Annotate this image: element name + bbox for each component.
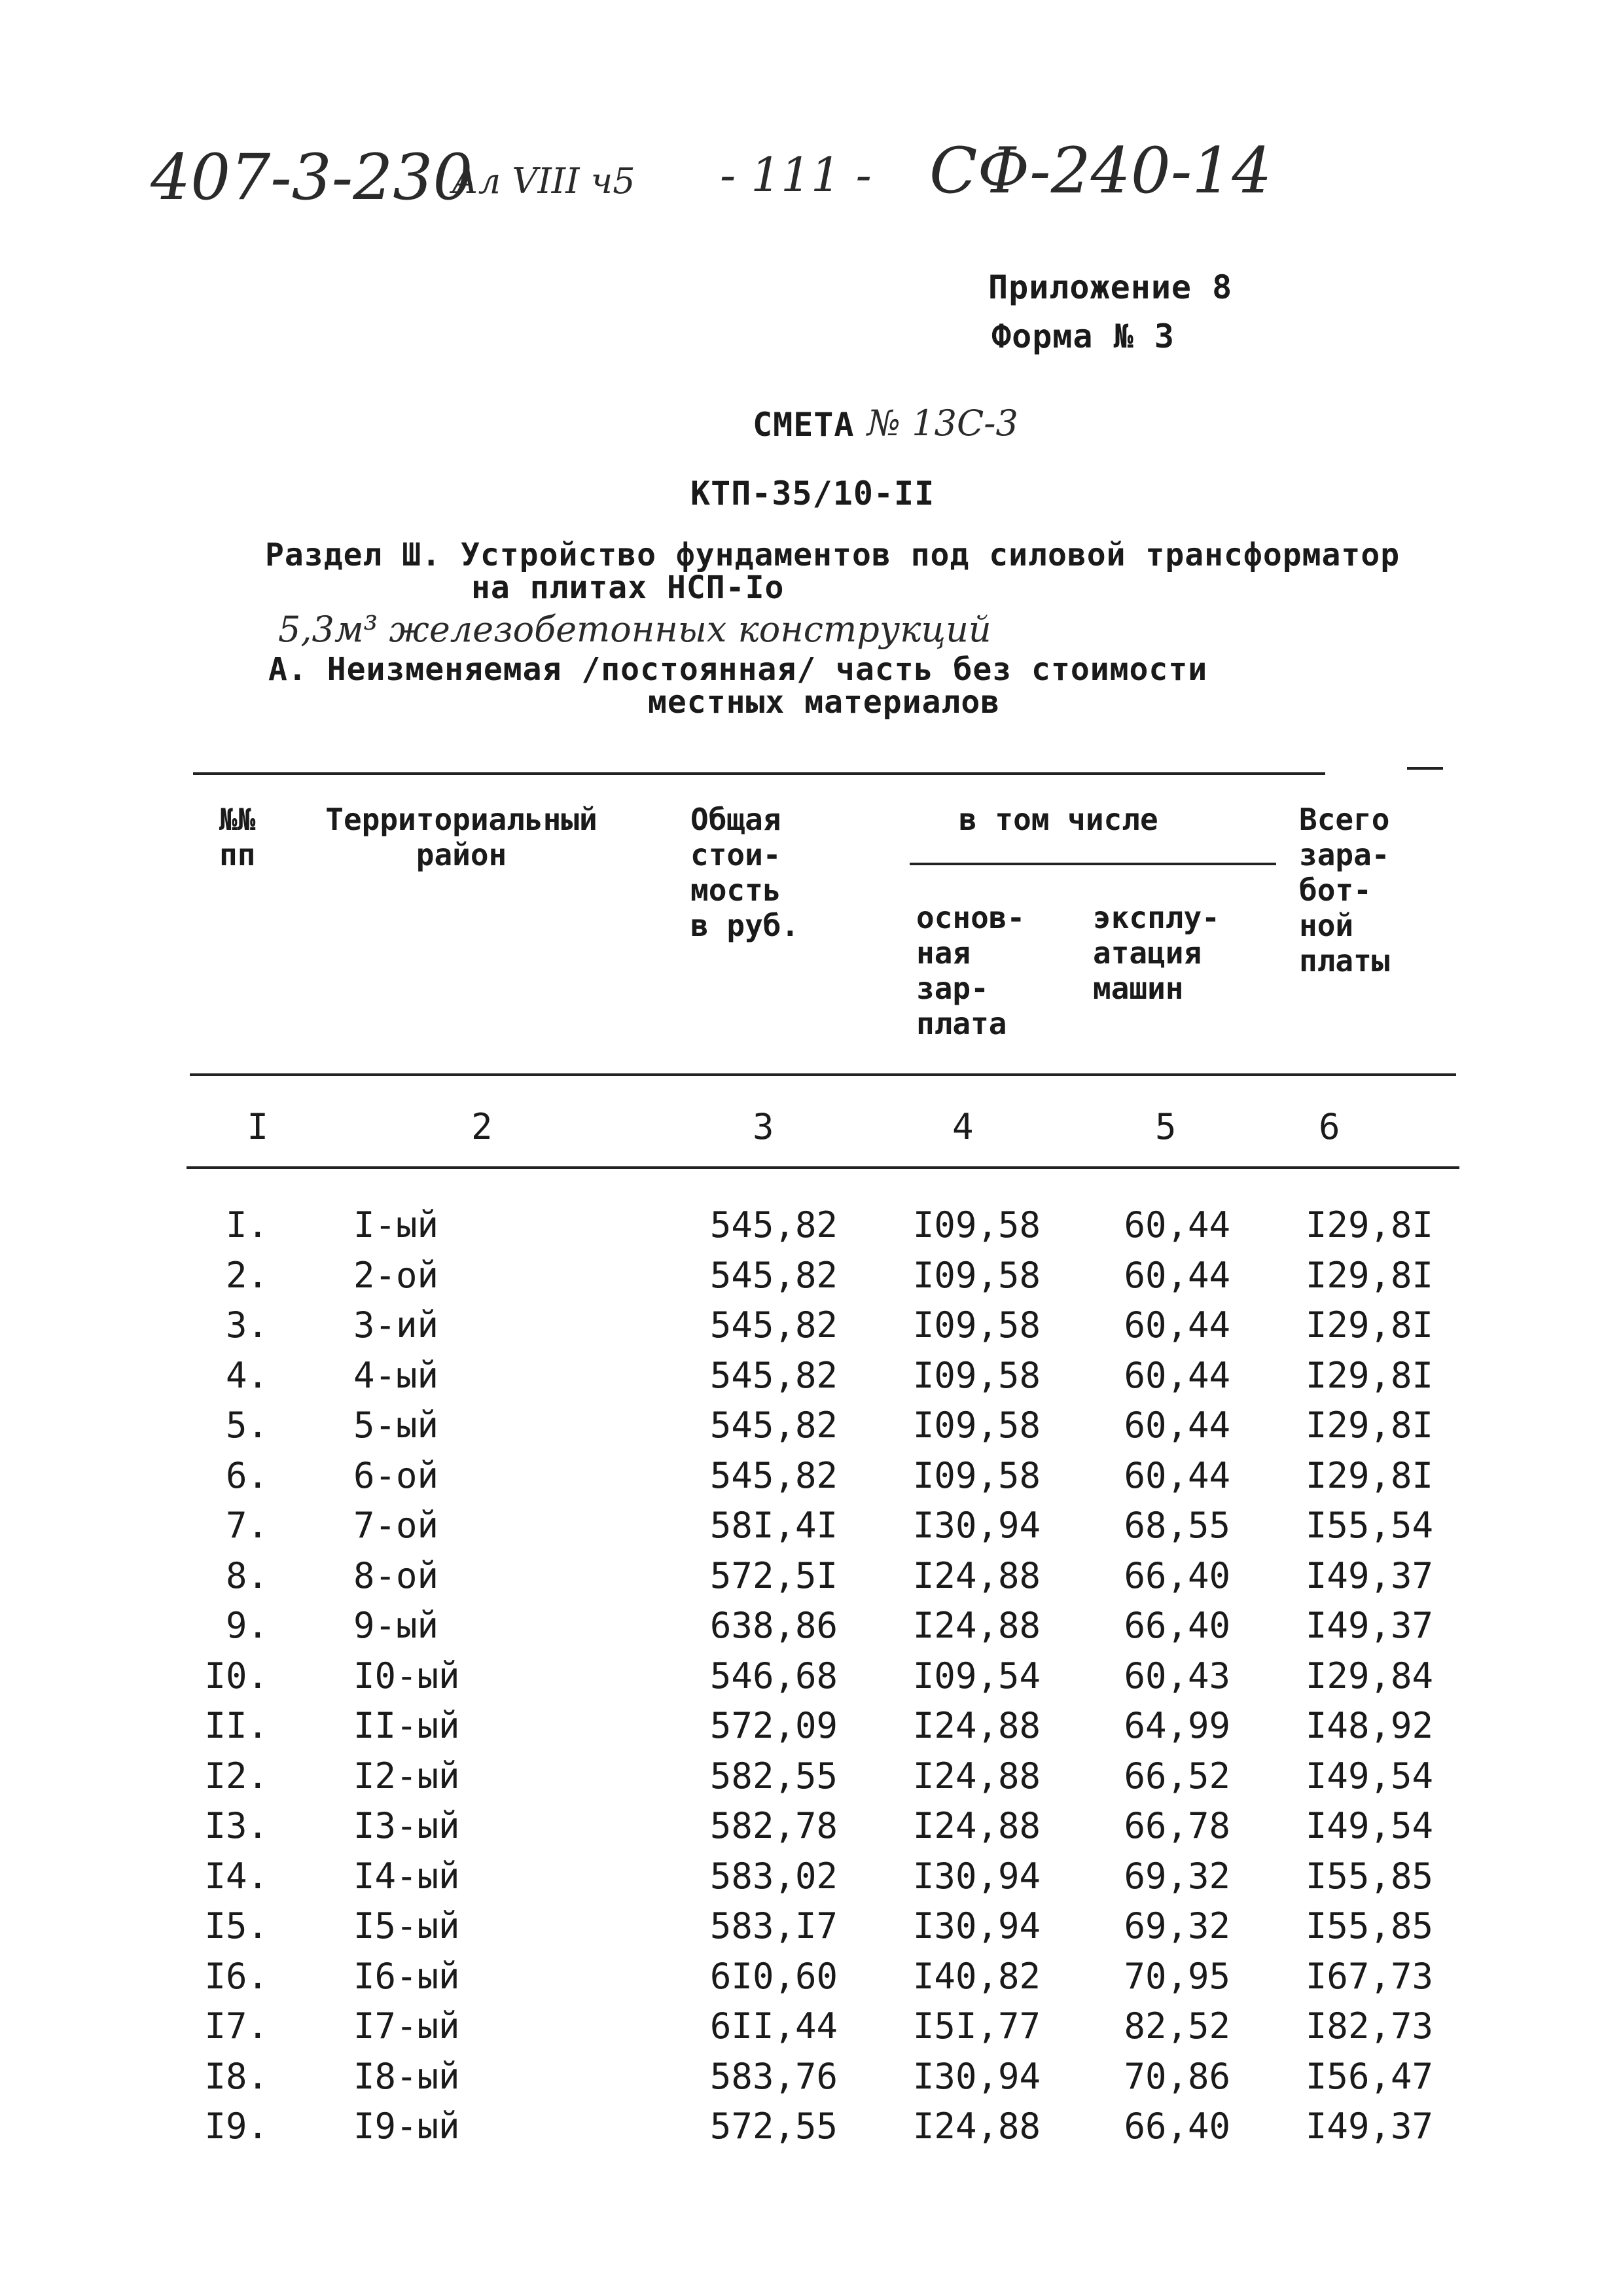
row-total-wage: I49,37 <box>1305 1605 1433 1646</box>
handwritten-series-code: СФ-240-14 <box>929 134 1272 207</box>
col-header-number: №№ пп <box>219 802 256 872</box>
col-header-region: Территориальный район <box>325 802 597 872</box>
row-total-cost: 583,02 <box>709 1856 838 1897</box>
table-top-rule <box>193 772 1325 775</box>
handwritten-volume-note: 5,3м³ железобетонных конструкций <box>278 609 991 650</box>
row-base-wage: I09,58 <box>912 1255 1041 1296</box>
row-base-wage: I24,88 <box>912 1605 1041 1646</box>
row-region: I4-ый <box>353 1856 460 1897</box>
row-total-cost: 546,68 <box>709 1655 838 1696</box>
part-line-2: местных материалов <box>648 684 1001 721</box>
row-number: I8. <box>204 2056 268 2097</box>
row-number: 6. <box>225 1455 268 1496</box>
row-base-wage: I09,58 <box>912 1304 1041 1346</box>
row-total-cost: 583,I7 <box>709 1905 838 1946</box>
part-line-1: А. Неизменяемая /постоянная/ часть без стоимости <box>268 651 1208 688</box>
row-machine-operation: 66,52 <box>1124 1755 1230 1797</box>
row-region: 2-ой <box>353 1255 439 1296</box>
row-number: 9. <box>225 1605 268 1646</box>
row-total-cost: 58I,4I <box>709 1505 838 1546</box>
row-machine-operation: 64,99 <box>1124 1705 1230 1746</box>
row-total-wage: I67,73 <box>1305 1956 1433 1997</box>
section-line-2: на плитах НСП-Iо <box>471 569 785 606</box>
row-base-wage: I09,54 <box>912 1655 1041 1696</box>
row-base-wage: I24,88 <box>912 1805 1041 1846</box>
row-total-cost: 545,82 <box>709 1455 838 1496</box>
row-base-wage: I09,58 <box>912 1405 1041 1446</box>
col-header-base-wage: основ- ная зар- плата <box>916 900 1026 1041</box>
row-machine-operation: 82,52 <box>1124 2005 1230 2047</box>
row-machine-operation: 60,44 <box>1124 1304 1230 1346</box>
row-total-wage: I55,85 <box>1305 1856 1433 1897</box>
row-region: II-ый <box>353 1705 460 1746</box>
row-region: I6-ый <box>353 1956 460 1997</box>
row-region: I9-ый <box>353 2106 460 2147</box>
col-number-2: 2 <box>471 1106 493 1147</box>
row-number: I5. <box>204 1905 268 1946</box>
row-total-wage: I55,85 <box>1305 1905 1433 1946</box>
row-region: I-ый <box>353 1204 439 1246</box>
row-region: 7-ой <box>353 1505 439 1546</box>
row-base-wage: I24,88 <box>912 1705 1041 1746</box>
header-bottom-rule <box>190 1073 1456 1076</box>
row-total-wage: I29,8I <box>1305 1255 1433 1296</box>
col-group-rule <box>910 863 1276 865</box>
row-number: I9. <box>204 2106 268 2147</box>
row-machine-operation: 69,32 <box>1124 1905 1230 1946</box>
row-total-cost: 6II,44 <box>709 2005 838 2047</box>
col-header-total-wage: Всего зара- бот- ной платы <box>1299 802 1390 978</box>
row-machine-operation: 70,86 <box>1124 2056 1230 2097</box>
row-number: 2. <box>225 1255 268 1296</box>
row-region: I3-ый <box>353 1805 460 1846</box>
row-region: 6-ой <box>353 1455 439 1496</box>
row-total-cost: 582,78 <box>709 1805 838 1846</box>
row-region: I8-ый <box>353 2056 460 2097</box>
row-total-wage: I56,47 <box>1305 2056 1433 2097</box>
row-total-cost: 545,82 <box>709 1405 838 1446</box>
row-total-cost: 6I0,60 <box>709 1956 838 1997</box>
row-base-wage: I24,88 <box>912 2106 1041 2147</box>
row-total-wage: I49,37 <box>1305 2106 1433 2147</box>
row-machine-operation: 66,40 <box>1124 1605 1230 1646</box>
row-number: I0. <box>204 1655 268 1696</box>
row-total-wage: I29,8I <box>1305 1355 1433 1396</box>
row-base-wage: I5I,77 <box>912 2005 1041 2047</box>
row-base-wage: I30,94 <box>912 1905 1041 1946</box>
row-number: I. <box>225 1204 268 1246</box>
section-line-1: Раздел Ш. Устройство фундаментов под силовой трансформатор <box>265 537 1400 573</box>
row-total-wage: I48,92 <box>1305 1705 1433 1746</box>
row-number: 4. <box>225 1355 268 1396</box>
row-total-wage: I49,37 <box>1305 1555 1433 1596</box>
col-header-including: в том числе <box>959 802 1158 837</box>
row-total-wage: I49,54 <box>1305 1805 1433 1846</box>
row-base-wage: I09,58 <box>912 1455 1041 1496</box>
row-machine-operation: 60,44 <box>1124 1455 1230 1496</box>
row-number: I3. <box>204 1805 268 1846</box>
row-region: 9-ый <box>353 1605 439 1646</box>
row-region: I5-ый <box>353 1905 460 1946</box>
row-machine-operation: 60,43 <box>1124 1655 1230 1696</box>
handwritten-page-mark: - 111 - <box>720 147 872 202</box>
row-base-wage: I30,94 <box>912 1856 1041 1897</box>
row-region: I0-ый <box>353 1655 460 1696</box>
row-number: I7. <box>204 2005 268 2047</box>
row-number: 3. <box>225 1304 268 1346</box>
row-total-wage: I29,8I <box>1305 1204 1433 1246</box>
row-base-wage: I09,58 <box>912 1204 1041 1246</box>
row-total-wage: I82,73 <box>1305 2005 1433 2047</box>
col-number-3: 3 <box>753 1106 774 1147</box>
row-total-cost: 545,82 <box>709 1304 838 1346</box>
row-total-wage: I29,8I <box>1305 1455 1433 1496</box>
row-total-wage: I29,8I <box>1305 1304 1433 1346</box>
row-number: 7. <box>225 1505 268 1546</box>
row-region: 4-ый <box>353 1355 439 1396</box>
row-number: II. <box>204 1705 268 1746</box>
row-total-wage: I29,8I <box>1305 1405 1433 1446</box>
col-header-machine-operation: эксплу- атация машин <box>1093 900 1220 1006</box>
row-region: 8-ой <box>353 1555 439 1596</box>
row-machine-operation: 60,44 <box>1124 1355 1230 1396</box>
row-total-cost: 638,86 <box>709 1605 838 1646</box>
handwritten-album-ref: Ал VIII ч5 <box>452 160 635 202</box>
row-total-wage: I55,54 <box>1305 1505 1433 1546</box>
object-code: КТП-35/10-II <box>690 475 935 512</box>
row-machine-operation: 66,78 <box>1124 1805 1230 1846</box>
row-total-wage: I29,84 <box>1305 1655 1433 1696</box>
row-base-wage: I30,94 <box>912 2056 1041 2097</box>
appendix-label: Приложение 8 <box>988 268 1233 306</box>
row-total-cost: 572,55 <box>709 2106 838 2147</box>
row-machine-operation: 60,44 <box>1124 1204 1230 1246</box>
number-row-rule <box>187 1166 1459 1169</box>
table-top-rule-tick <box>1407 767 1443 770</box>
col-number-5: 5 <box>1155 1106 1177 1147</box>
row-region: 5-ый <box>353 1405 439 1446</box>
row-total-cost: 583,76 <box>709 2056 838 2097</box>
row-region: I2-ый <box>353 1755 460 1797</box>
row-base-wage: I09,58 <box>912 1355 1041 1396</box>
row-total-wage: I49,54 <box>1305 1755 1433 1797</box>
row-total-cost: 582,55 <box>709 1755 838 1797</box>
row-base-wage: I24,88 <box>912 1755 1041 1797</box>
handwritten-estimate-number: № 13С-3 <box>867 403 1018 444</box>
row-region: 3-ий <box>353 1304 439 1346</box>
row-machine-operation: 68,55 <box>1124 1505 1230 1546</box>
row-machine-operation: 70,95 <box>1124 1956 1230 1997</box>
col-number-1: I <box>247 1106 268 1147</box>
row-machine-operation: 66,40 <box>1124 2106 1230 2147</box>
row-machine-operation: 66,40 <box>1124 1555 1230 1596</box>
row-number: I2. <box>204 1755 268 1797</box>
handwritten-doc-code: 407-3-230 <box>151 141 473 214</box>
row-number: I4. <box>204 1856 268 1897</box>
form-label: Форма № 3 <box>991 317 1175 355</box>
row-machine-operation: 69,32 <box>1124 1856 1230 1897</box>
row-total-cost: 545,82 <box>709 1204 838 1246</box>
col-number-4: 4 <box>952 1106 974 1147</box>
estimate-title: СМЕТА <box>753 406 855 444</box>
row-machine-operation: 60,44 <box>1124 1405 1230 1446</box>
row-region: I7-ый <box>353 2005 460 2047</box>
col-number-6: 6 <box>1319 1106 1340 1147</box>
row-total-cost: 545,82 <box>709 1355 838 1396</box>
row-total-cost: 572,5I <box>709 1555 838 1596</box>
row-base-wage: I30,94 <box>912 1505 1041 1546</box>
row-base-wage: I24,88 <box>912 1555 1041 1596</box>
row-base-wage: I40,82 <box>912 1956 1041 1997</box>
row-total-cost: 545,82 <box>709 1255 838 1296</box>
row-number: 8. <box>225 1555 268 1596</box>
row-total-cost: 572,09 <box>709 1705 838 1746</box>
row-number: 5. <box>225 1405 268 1446</box>
col-header-total-cost: Общая стои- мость в руб. <box>690 802 800 943</box>
row-number: I6. <box>204 1956 268 1997</box>
row-machine-operation: 60,44 <box>1124 1255 1230 1296</box>
